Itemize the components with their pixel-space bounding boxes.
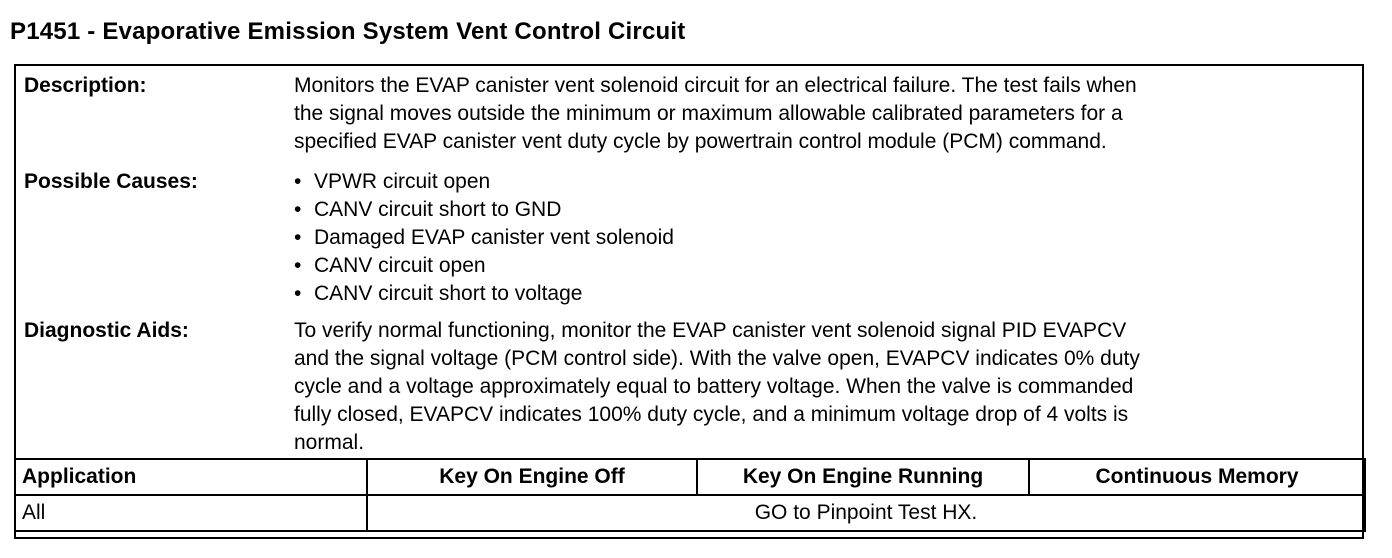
cause-text: Damaged EVAP canister vent solenoid [314,226,674,249]
cause-text: VPWR circuit open [314,170,491,193]
cause-text: CANV circuit short to GND [314,198,562,221]
bullet-icon: • [294,170,302,193]
application-cell: All [15,495,367,531]
bullet-icon: • [294,226,302,249]
dtc-info-box [14,64,1364,539]
possible-causes-label: Possible Causes: [24,170,198,193]
diagnostic-aids-label: Diagnostic Aids: [24,319,189,342]
cause-item [294,196,1354,224]
diagnostic-aids-text [294,317,1354,457]
cause-item [294,280,1354,308]
description-label: Description: [24,74,147,97]
cause-item [294,224,1354,252]
header-key-on-engine-off: Key On Engine Off [367,459,697,495]
bullet-icon: • [294,254,302,277]
cause-text: CANV circuit open [314,254,486,277]
possible-causes-list [294,168,1354,308]
description-line: the signal moves outside the minimum or maximum allowable calibrated parameters for a [294,102,1123,125]
diagnostic-aids-line: normal. [294,431,365,454]
description-line: specified EVAP canister vent duty cycle by powertrain control module (PCM) command. [294,130,1107,153]
bullet-icon: • [294,198,302,221]
diagnostic-aids-line: fully closed, EVAPCV indicates 100% duty cycle, and a minimum voltage drop of 4 volts is [294,403,1129,426]
diagnostic-aids-line: and the signal voltage (PCM control side). With the valve open, EVAPCV indicates 0% duty [294,347,1140,370]
description-line: Monitors the EVAP canister vent solenoid circuit for an electrical failure. The test fails when [294,74,1137,97]
cause-item [294,252,1354,280]
diagnostic-aids-line: cycle and a voltage approximately equal to battery voltage. When the valve is commanded [294,375,1134,398]
cause-item [294,168,1354,196]
header-application: Application [15,459,367,495]
diagnostic-aids-line: To verify normal functioning, monitor the EVAP canister vent solenoid signal PID EVAPCV [294,319,1127,342]
application-table-header [15,459,1365,495]
header-key-on-engine-running: Key On Engine Running [697,459,1029,495]
application-table [14,458,1366,532]
action-cell: GO to Pinpoint Test HX. [367,495,1365,531]
header-continuous-memory: Continuous Memory [1029,459,1365,495]
bullet-icon: • [294,282,302,305]
page-title: P1451 - Evaporative Emission System Vent Control Circuit [10,18,686,45]
cause-text: CANV circuit short to voltage [314,282,583,305]
description-text [294,72,1354,156]
table-row [15,495,1365,531]
